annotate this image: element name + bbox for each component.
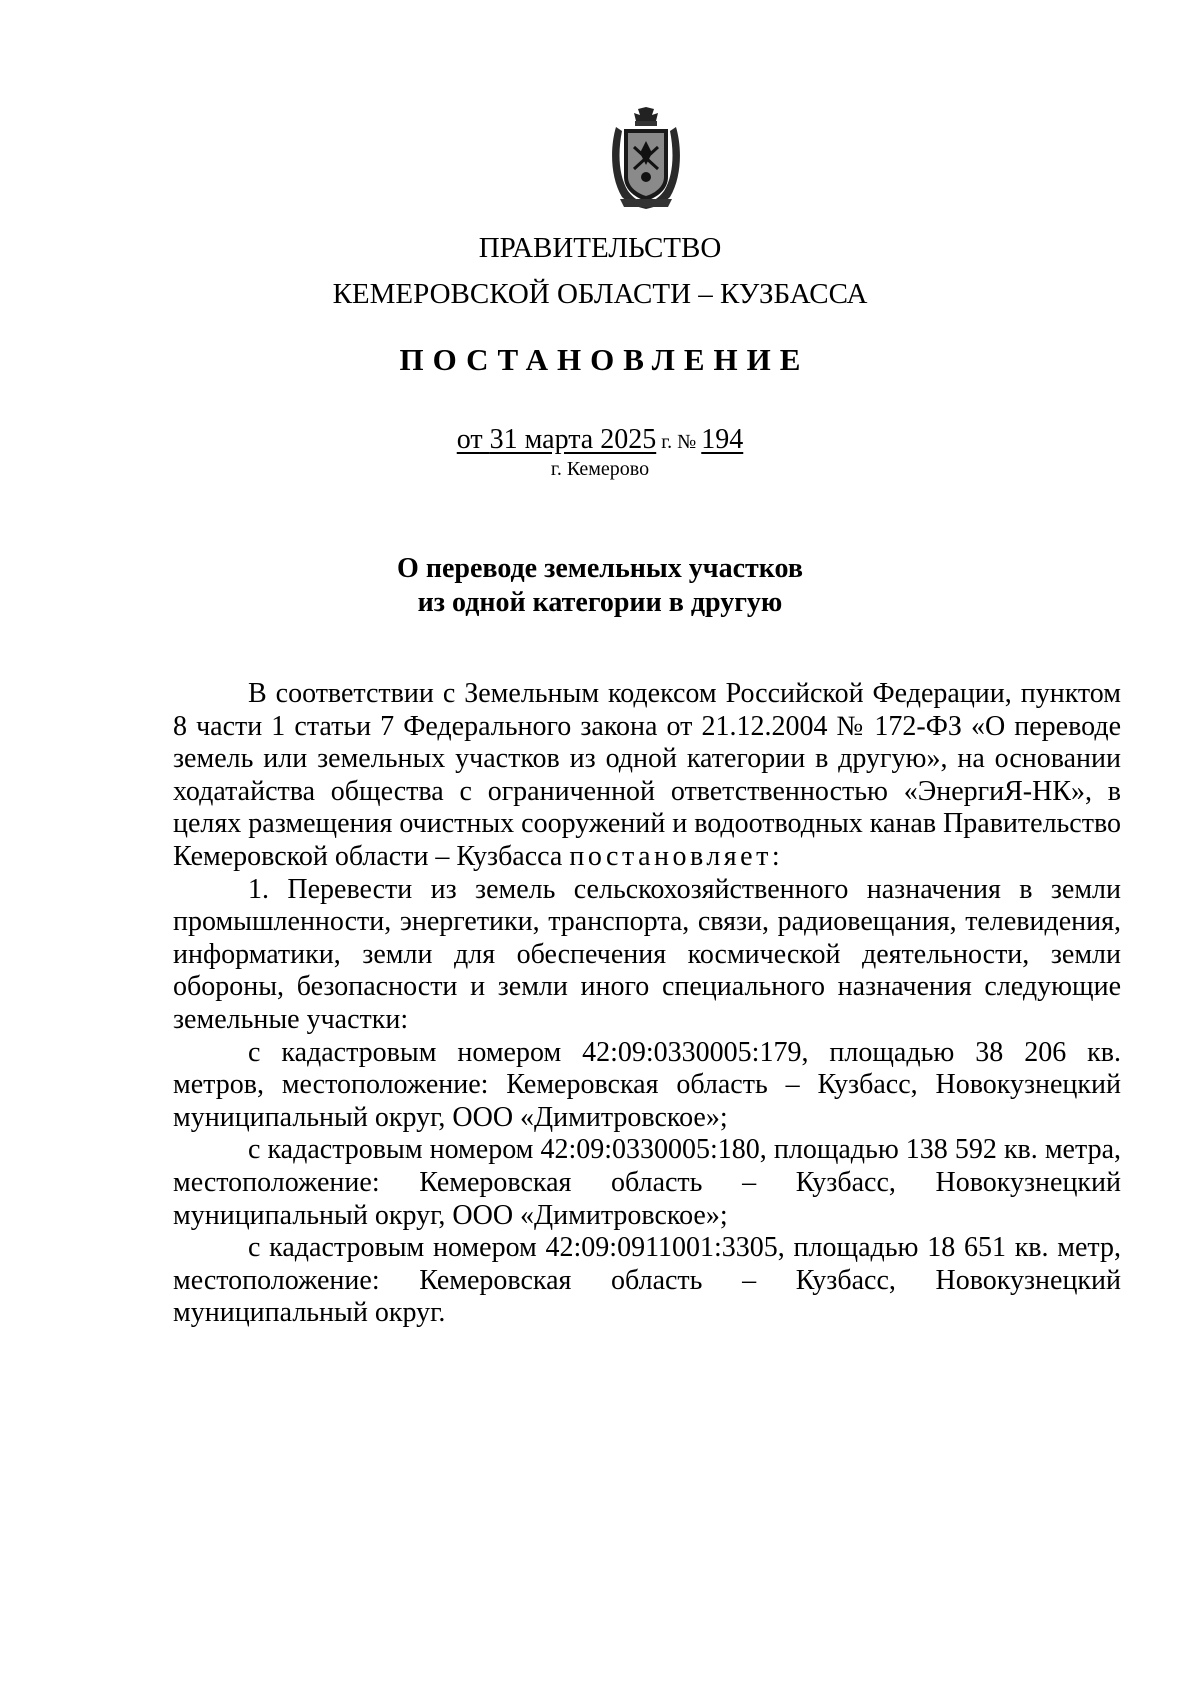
subject-line-2: из одной категории в другую (417, 587, 783, 618)
preamble-paragraph (173, 678, 1121, 874)
land-plot-item: с кадастровым номером 42:09:0330005:179, площадью 38 206 кв. метров, местоположение: Кемеровская область – Кузбасс, Новокузнецкий муниципальный округ, ООО «Димитровское»; (173, 1036, 1121, 1133)
land-plot-item: с кадастровым номером 42:09:0330005:180, площадью 138 592 кв. метра, местоположение: Кемеровская область – Кузбасс, Новокузнецкий муниципальный округ, ООО «Димитровское»; (173, 1134, 1121, 1231)
document-type: ПОСТАНОВЛЕНИЕ (399, 342, 810, 377)
subject-line-1: О переводе земельных участков (397, 553, 803, 584)
date-prefix: от (456, 424, 490, 455)
document-date: 31 марта 2025 (489, 424, 657, 455)
date-number-line (0, 422, 1200, 460)
document-body (173, 678, 1121, 1330)
resolution-action: постановляет: (569, 840, 784, 872)
land-plot-item: с кадастровым номером 42:09:0911001:3305, площадью 18 651 кв. метр, местоположение: Кемеровская область – Кузбасс, Новокузнецкий муниципальный округ. (173, 1232, 1121, 1329)
city: г. Кемерово (550, 458, 650, 480)
preamble-text: В соответствии с Земельным кодексом Российской Федерации, пунктом 8 части 1 статьи 7 Федерального закона от 21.12.2004 № 172-ФЗ «О переводе земель или земельных участков из одной категории в другую», на основании ходатайства общества с ограниченной ответственностью «ЭнергиЯ-НК», в целях размещения очистных сооружений и водоотводных канав Правительство Кемеровской области – Кузбасса (173, 678, 1121, 872)
region-title: КЕМЕРОВСКОЙ ОБЛАСТИ – КУЗБАССА (332, 278, 868, 310)
government-title: ПРАВИТЕЛЬСТВО (478, 232, 722, 264)
clause-1-paragraph: 1. Перевести из земель сельскохозяйственного назначения в земли промышленности, энергетики, транспорта, связи, радиовещания, телевидения, информатики, земли для обеспечения космической деятельности, земли обороны, безопасности и земли иного специального назначения следующие земельные участки: (173, 873, 1121, 1035)
document-subject (0, 552, 1200, 620)
kemerovo-coat-of-arms-icon (608, 107, 684, 211)
year-number-label: г. № (656, 431, 702, 453)
document-number: 194 (701, 424, 744, 455)
